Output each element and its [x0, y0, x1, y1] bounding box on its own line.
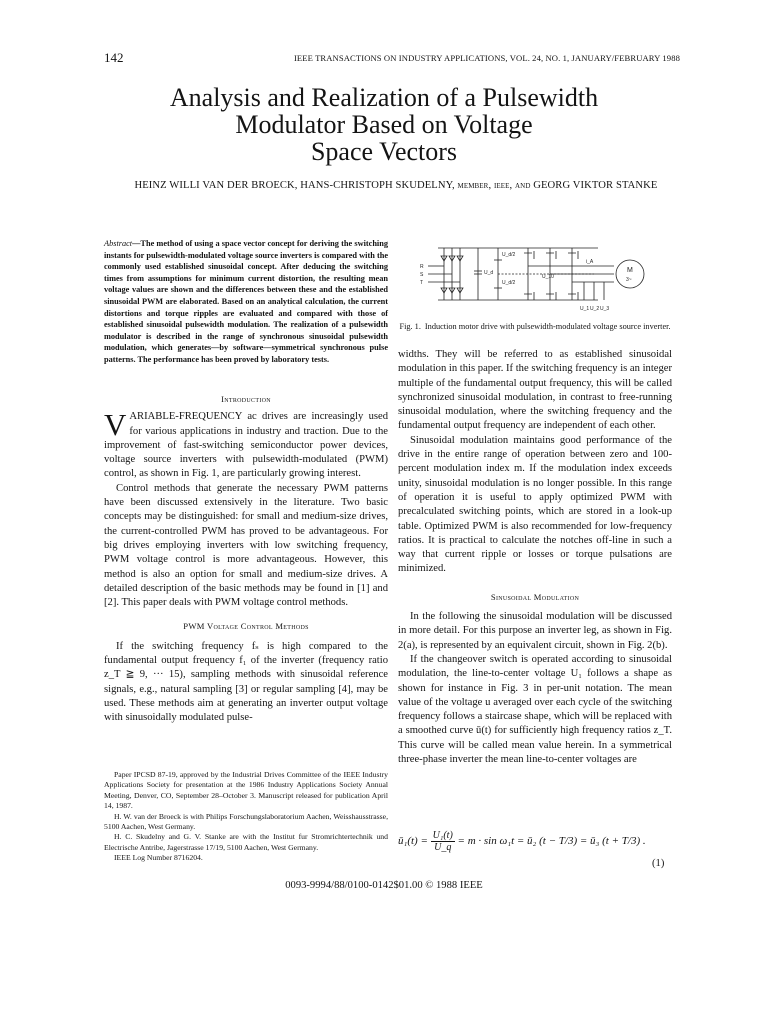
copyright-line: 0093-9994/88/0100-0142$01.00 © 1988 IEEE [285, 880, 483, 891]
label-u1: U_1 [580, 306, 590, 312]
label-ia: i_A [586, 259, 594, 265]
footnote-authors-2-3: H. C. Skudelny and G. V. Stanke are with the Institut fur Stromrichtertechnik und Electrische Antribe, Jagerstrasse 17/19, 5100 Aachen, West Germany. [104, 832, 388, 852]
title-line: Analysis and Realization of a Pulsewidth [169, 83, 599, 112]
footnote [104, 770, 388, 864]
abstract-text: —The method of using a space vector concept for deriving the switching instants for pulsewidth-modulated voltage source inverters is compared with the commonly used established sinusoidal concept. After deducing the switching times from assumptions for minimum current distortion, the resulting mean voltage values are shown and the differences between these and the established sinusoidal PWM are elaborated. Based on an analytical calculation, the current distortions and torque ripples are evaluated and compared with those of established sinusoidal pulsewidth modulation. The realization of a pulsewidth modulator is described in the range of synchronous sinusoidal pulsewidth modulation, which generates—by software—symmetrical synchronous pulse patterns. The performance has been proved by laboratory tests. [104, 239, 388, 364]
label-u10: U_10 [542, 274, 554, 280]
right-paragraph-3: In the following the sinusoidal modulation will be discussed in more detail. For this purpose an inverter leg, as shown in Fig. 2(a), is represented by an equivalent circuit, shown in Fig. 2(b). [398, 611, 672, 651]
dropcap-letter: V [104, 407, 127, 443]
figure-label: Fig. 1. [399, 322, 421, 331]
label-u3: U_3 [600, 306, 610, 312]
label-ud: U_d [484, 270, 494, 276]
intro-paragraph-1-text: ARIABLE-FREQUENCY ac drives are increasingly used for various applications in industry and traction. Due to the improvement of fast-switching semiconductor power devices, voltage source inverters with pulsewidth-modulated (PWM) control, as shown in Fig. 1, are particularly growing interest. [104, 411, 388, 480]
eq-lhs: ū₁(t) = [398, 835, 428, 848]
equation-number: (1) [652, 858, 665, 869]
eq-paren-1: (t − T/3) [539, 835, 578, 848]
equation-1 [398, 830, 672, 870]
label-ud-half-bottom: U_d/2 [502, 280, 516, 286]
running-head: IEEE TRANSACTIONS ON INDUSTRY APPLICATIONS, VOL. 24, NO. 1, JANUARY/FEBRUARY 1988 [293, 53, 680, 63]
intro-paragraph-1 [104, 407, 388, 481]
section-heading-sinusoidal: Sinusoidal Modulation [490, 591, 580, 602]
title-line: Space Vectors [310, 137, 458, 166]
author-and: and [515, 180, 531, 191]
label-t: T [420, 280, 424, 286]
page-number: 142 [104, 50, 124, 65]
eq-frac-numerator: U₁(t) [432, 830, 453, 841]
eq-rhs: = m · sin ω₁t = ū₂ [457, 835, 537, 848]
motor-label: M [627, 267, 633, 274]
figure-1-caption [398, 322, 672, 332]
eq-fraction [431, 830, 455, 853]
left-column [104, 392, 388, 726]
label-r: R [420, 264, 424, 270]
motor-phase-label: 3~ [626, 277, 632, 283]
author-list [96, 180, 696, 191]
section-heading-pwm: PWM Voltage Control Methods [183, 621, 309, 632]
intro-paragraph-2: Control methods that generate the necessary PWM patterns have been discussed extensively in the literature. Two basic concepts may be distinguished: for small and medium-size drives, the current-controlled PWM has proved to be advantageous. For big drives employing inverters with low switching frequency, PWM voltage control is more advantageous. However, this method is also an option for small and medium-size drives. A detailed description of the basic methods may be found in [1] and [2]. This paper deals with PWM voltage control methods. [104, 482, 388, 609]
footnote-log-number: IEEE Log Number 8716204. [114, 853, 203, 863]
author-names: HEINZ WILLI VAN DER BROECK, HANS-CHRISTOPH SKUDELNY, [134, 180, 455, 191]
label-u2: U_2 [590, 306, 600, 312]
eq-frac-denominator: U_q [434, 842, 452, 853]
label-s: S [420, 272, 424, 278]
pwm-paragraph-1: If the switching frequency fₛ is high compared to the fundamental output frequency f₁ of the inverter (frequency ratio z_T ≧ 9, ··· 15), sampling methods with sinusoidal reference signals, e.g., natural sampling [3] or regular sampling [4], may be used. These methods aim at generating an inverter output voltage with sinusoidally modulated pulse- [104, 640, 388, 724]
eq-mid: = ū₃ [579, 835, 600, 848]
motor-symbol [616, 260, 644, 288]
eq-paren-2: (t + T/3) [602, 835, 641, 848]
section-heading-introduction: Introduction [221, 394, 271, 404]
right-column [398, 348, 672, 767]
eq-end: . [642, 835, 646, 848]
right-paragraph-4: If the changeover switch is operated according to sinusoidal modulation, the line-to-center voltage U₁ follows a shape as shown for instance in Fig. 3 in per-unit notation. The mean value of the voltage u averaged over each cycle of the switching frequency follows a staircase shape, which will be replaced with a smoothed curve ū(t) for sufficiently high frequency ratios z_T. This curve will be called mean value herein. In a symmetrical three-phase inverter the mean line-to-center voltages are [398, 653, 672, 766]
figure-caption-text: Induction motor drive with pulsewidth-modulated voltage source inverter. [424, 322, 671, 331]
title-line: Modulator Based on Voltage [235, 110, 533, 139]
right-paragraph-2: Sinusoidal modulation maintains good performance of the drive in the entire range of operation between zero and 100-percent modulation index m. If the modulation index exceeds unity, sinusoidal modulation is no longer possible. In this range of operation it is useful to apply optimized PWM with precalculated switching points, which are stored in a look-up table. Optimized PWM is also recommended for low-frequency ratios. It is practical to calculate the notches off-line in such a way that current ripple or losses or torque pulsations are minimized. [398, 434, 672, 575]
footnote-paper-info: Paper IPCSD 87-19, approved by the Industrial Drives Committee of the IEEE Industry Applications Society for presentation at the 1986 Industry Applications Society Annual Meeting, Denver, CO, September 28–October 3. Manuscript released for publication April 14, 1987. [104, 770, 388, 811]
abstract-lead: Abstract [104, 239, 133, 248]
author-membership: member, ieee, [457, 180, 513, 191]
abstract [104, 238, 388, 366]
footnote-author-1: H. W. van der Broeck is with Philips Forschungslaboratorium Aachen, Weisshausstrasse, 5100 Aachen, West Germany. [104, 811, 388, 832]
label-ud-half-top: U_d/2 [502, 252, 516, 258]
author-name-last: GEORG VIKTOR STANKE [533, 180, 658, 191]
paper-title [0, 84, 768, 165]
figure-1-circuit [418, 238, 664, 318]
right-paragraph-1: widths. They will be referred to as established sinusoidal modulation in this paper. If the switching frequency is an integer multiple of the fundamental output frequency, this will be called synchronized sinusoidal modulation, in contrast to free-running sinusoidal modulation, where the switching frequency and the fundamental output frequency are independent of each other. [398, 349, 672, 432]
